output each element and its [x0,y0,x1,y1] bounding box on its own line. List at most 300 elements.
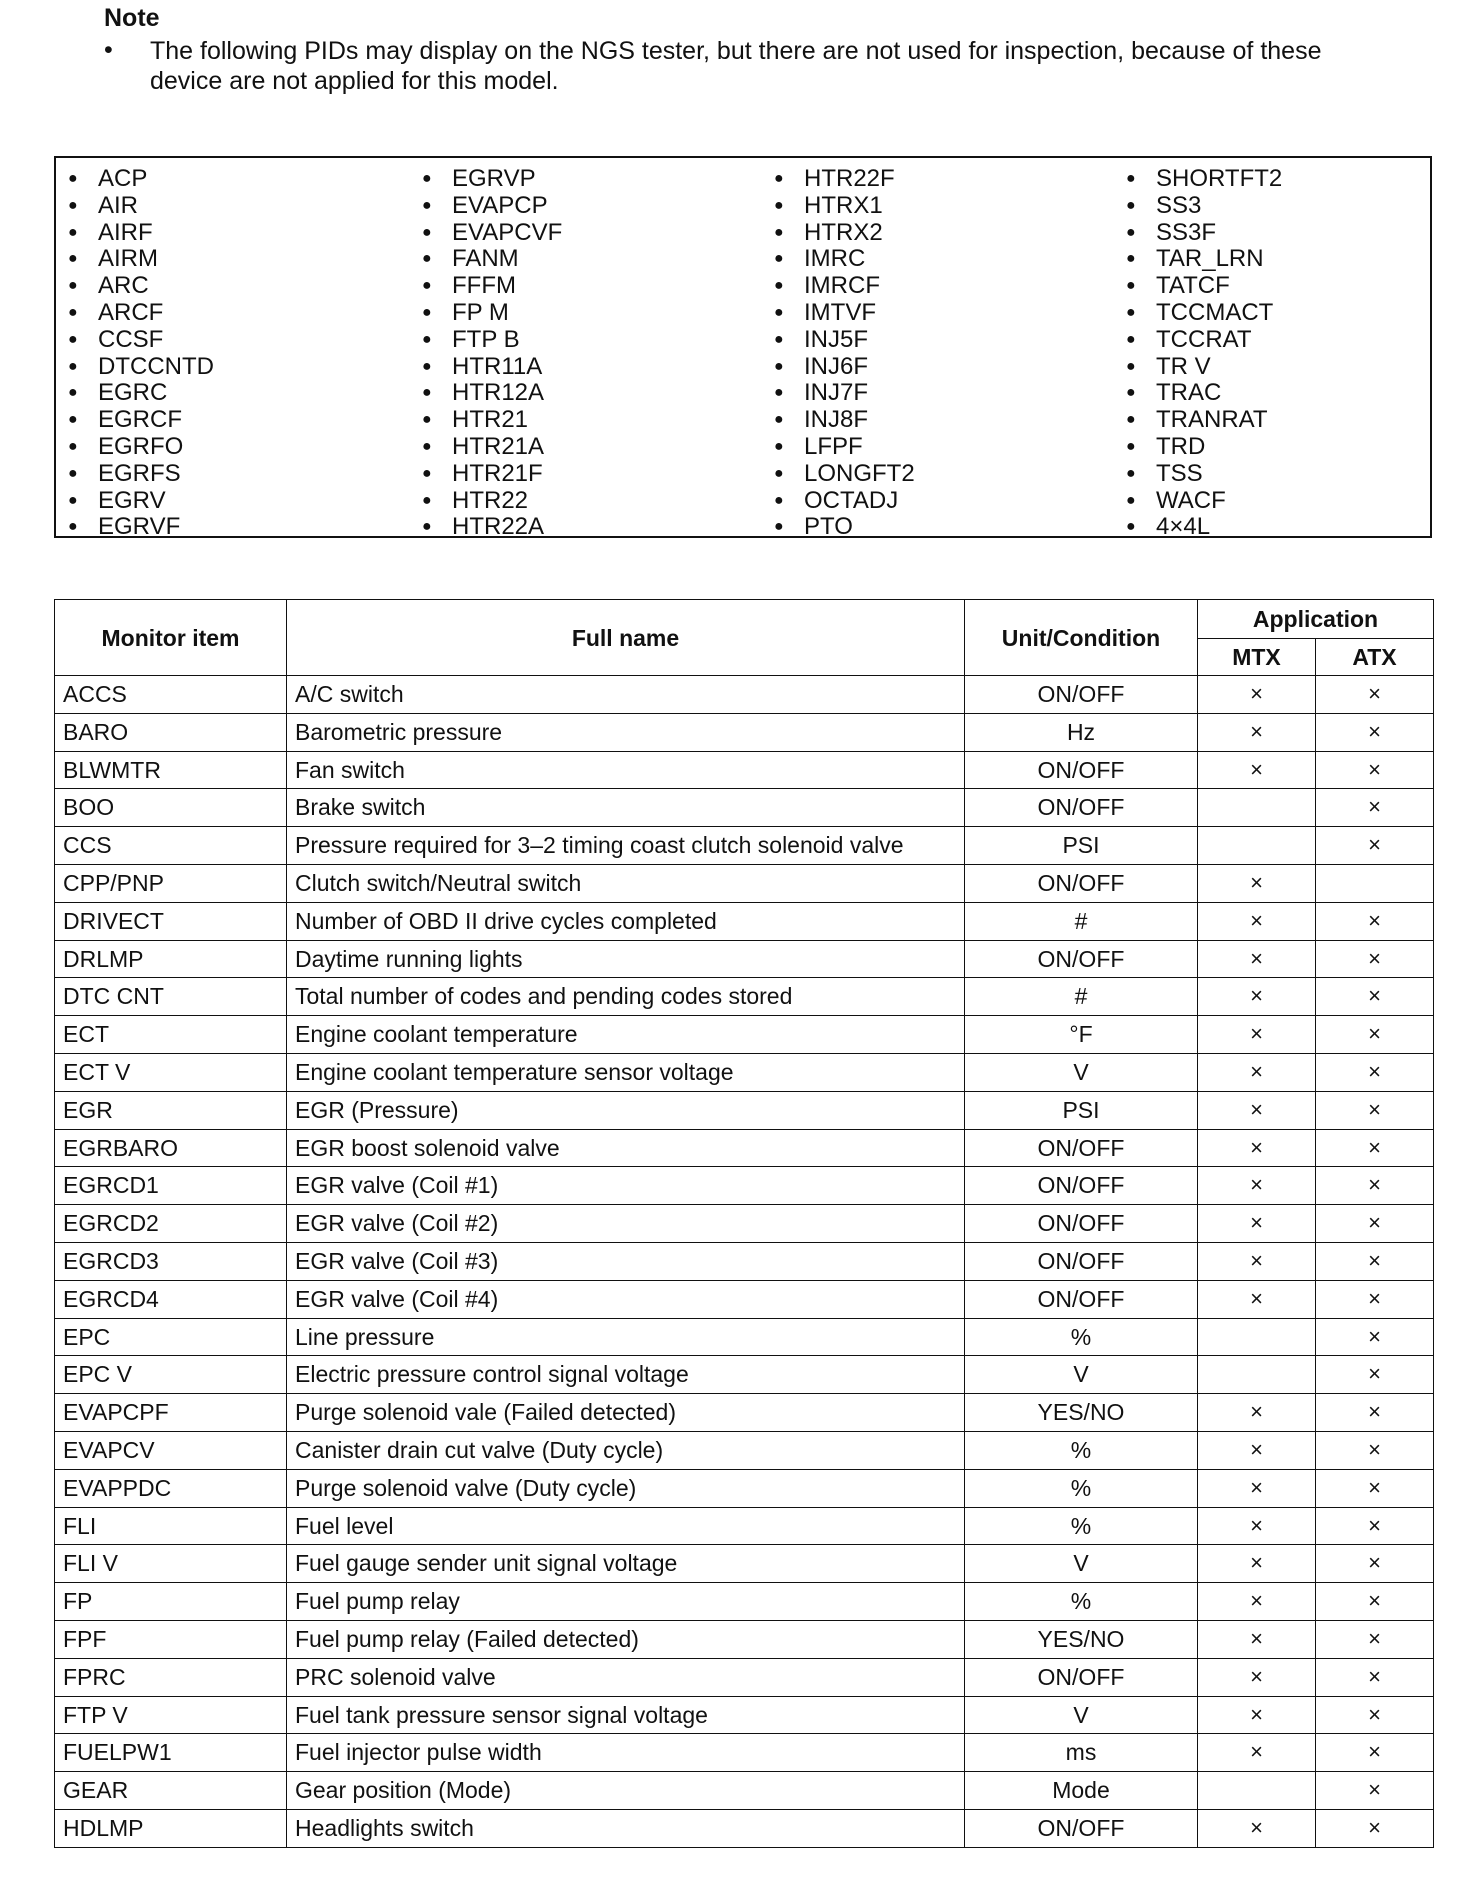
cell-unit-condition: % [965,1431,1198,1469]
pid-item [1126,488,1282,515]
cell-mtx: × [1198,1016,1316,1054]
cell-mtx [1198,1356,1316,1394]
bullet-icon: ● [68,491,78,509]
cell-full-name: PRC solenoid valve [287,1658,965,1696]
pid-item [422,193,562,220]
cell-monitor-item: HDLMP [55,1809,287,1847]
cell-monitor-item: FLI V [55,1545,287,1583]
bullet-icon: ● [774,464,784,482]
pid-item [422,273,562,300]
cell-full-name: Canister drain cut valve (Duty cycle) [287,1431,965,1469]
pid-label: EGRVF [98,513,181,541]
cell-unit-condition: ON/OFF [965,751,1198,789]
bullet-icon: ● [422,384,432,402]
table-row [55,1016,1434,1054]
pid-label: INJ7F [804,379,869,407]
pid-item [1126,193,1282,220]
cell-monitor-item: EVAPCV [55,1431,287,1469]
pid-item [774,327,915,354]
cell-unit-condition: % [965,1507,1198,1545]
pid-item [68,220,214,247]
cell-mtx: × [1198,1507,1316,1545]
pid-label: ACP [98,165,148,192]
pid-item [68,327,214,354]
pid-label: FANM [452,245,519,273]
cell-unit-condition: % [965,1318,1198,1356]
cell-atx: × [1316,1091,1434,1129]
pid-label: HTR22 [452,486,529,514]
cell-atx: × [1316,1583,1434,1621]
cell-mtx: × [1198,1129,1316,1167]
bullet-icon: ● [68,330,78,348]
cell-atx: × [1316,1545,1434,1583]
cell-atx: × [1316,1696,1434,1734]
bullet-icon: ● [1126,303,1136,321]
pid-item [774,407,915,434]
table-row [55,1280,1434,1318]
cell-monitor-item: EGRCD3 [55,1242,287,1280]
bullet-icon: ● [422,491,432,509]
cell-monitor-item: GEAR [55,1772,287,1810]
table-row [55,1809,1434,1847]
cell-atx: × [1316,789,1434,827]
cell-unit-condition: PSI [965,827,1198,865]
cell-monitor-item: ACCS [55,676,287,714]
pid-label: INJ6F [804,352,869,380]
cell-atx: × [1316,1242,1434,1280]
pid-label: TR V [1156,352,1211,380]
bullet-icon: ● [774,196,784,214]
cell-atx: × [1316,713,1434,751]
pid-label: EVAPCVF [452,218,563,246]
cell-mtx: × [1198,1545,1316,1583]
table-row [55,1053,1434,1091]
pid-item [68,461,214,488]
table-row [55,1545,1434,1583]
cell-full-name: Daytime running lights [287,940,965,978]
pid-label: PTO [804,513,853,541]
bullet-icon: ● [774,223,784,241]
cell-mtx: × [1198,864,1316,902]
cell-full-name: Fuel injector pulse width [287,1734,965,1772]
pid-label: EVAPCP [452,191,548,219]
bullet-icon: ● [1126,196,1136,214]
pid-item [1126,220,1282,247]
pid-label: SS3F [1156,218,1217,246]
cell-full-name: Fuel pump relay (Failed detected) [287,1620,965,1658]
pid-item [774,354,915,381]
table-row [55,1129,1434,1167]
header-application: Application [1198,600,1434,639]
pid-label: SHORTFT2 [1156,165,1283,192]
header-monitor-item: Monitor item [55,600,287,676]
cell-full-name: Barometric pressure [287,713,965,751]
cell-unit-condition: V [965,1053,1198,1091]
pid-column-1 [68,166,214,541]
table-row [55,1772,1434,1810]
cell-unit-condition: # [965,902,1198,940]
cell-mtx: × [1198,1620,1316,1658]
pid-label: INJ5F [804,325,869,353]
pid-item [1126,434,1282,461]
cell-monitor-item: FUELPW1 [55,1734,287,1772]
table-row [55,827,1434,865]
pid-column-2 [422,166,562,541]
pid-item [774,300,915,327]
bullet-icon: ● [68,384,78,402]
cell-unit-condition: ON/OFF [965,864,1198,902]
cell-atx: × [1316,751,1434,789]
cell-full-name: Purge solenoid valve (Duty cycle) [287,1469,965,1507]
table-row [55,1658,1434,1696]
cell-unit-condition: ON/OFF [965,1129,1198,1167]
pid-label: AIRF [98,218,153,246]
cell-monitor-item: ECT [55,1016,287,1054]
cell-monitor-item: BOO [55,789,287,827]
bullet-icon: ● [1126,384,1136,402]
bullet-icon: ● [1126,223,1136,241]
cell-monitor-item: EGR [55,1091,287,1129]
bullet-icon: ● [1126,250,1136,268]
pid-item [774,246,915,273]
cell-mtx: × [1198,1053,1316,1091]
pid-label: EGRVP [452,165,536,192]
cell-monitor-item: BLWMTR [55,751,287,789]
table-row [55,864,1434,902]
cell-unit-condition: YES/NO [965,1620,1198,1658]
cell-atx: × [1316,940,1434,978]
bullet-icon: ● [1126,437,1136,455]
pid-label: TATCF [1156,272,1230,300]
bullet-icon: ● [68,464,78,482]
table-row [55,978,1434,1016]
table-row [55,1469,1434,1507]
cell-unit-condition: ON/OFF [965,1242,1198,1280]
cell-unit-condition: ON/OFF [965,1280,1198,1318]
cell-atx [1316,864,1434,902]
cell-atx: × [1316,1318,1434,1356]
pid-item [422,246,562,273]
monitor-item-table [54,599,1434,1848]
table-row [55,676,1434,714]
cell-mtx: × [1198,1242,1316,1280]
bullet-icon: ● [422,196,432,214]
pid-label: TSS [1156,459,1203,487]
pid-label: HTR21F [452,459,543,487]
cell-mtx [1198,1318,1316,1356]
bullet-icon: ● [68,196,78,214]
cell-full-name: Engine coolant temperature sensor voltage [287,1053,965,1091]
pid-label: HTR21A [452,432,545,460]
pid-item [68,407,214,434]
header-atx: ATX [1316,639,1434,676]
cell-atx: × [1316,1394,1434,1432]
note-bullet: • [104,36,113,64]
cell-monitor-item: DRIVECT [55,902,287,940]
cell-mtx [1198,827,1316,865]
cell-unit-condition: V [965,1356,1198,1394]
pid-label: TAR_LRN [1156,245,1264,273]
bullet-icon: ● [774,330,784,348]
table-row [55,902,1434,940]
cell-mtx: × [1198,676,1316,714]
bullet-icon: ● [422,357,432,375]
cell-full-name: EGR boost solenoid valve [287,1129,965,1167]
table-row [55,1205,1434,1243]
cell-atx: × [1316,1734,1434,1772]
table-body [55,676,1434,1848]
cell-full-name: A/C switch [287,676,965,714]
pid-item [68,273,214,300]
cell-full-name: Fuel tank pressure sensor signal voltage [287,1696,965,1734]
cell-full-name: Electric pressure control signal voltage [287,1356,965,1394]
cell-atx: × [1316,1053,1434,1091]
cell-atx: × [1316,1356,1434,1394]
cell-mtx: × [1198,713,1316,751]
cell-full-name: EGR (Pressure) [287,1091,965,1129]
cell-atx: × [1316,1620,1434,1658]
pid-item [1126,514,1282,541]
cell-full-name: Engine coolant temperature [287,1016,965,1054]
cell-full-name: Fuel level [287,1507,965,1545]
cell-unit-condition: ON/OFF [965,1167,1198,1205]
cell-unit-condition: °F [965,1016,1198,1054]
table-row [55,1242,1434,1280]
pid-label: HTRX2 [804,218,883,246]
pid-label: HTR22F [804,165,895,192]
bullet-icon: ● [1126,357,1136,375]
cell-atx: × [1316,1129,1434,1167]
pid-label: 4×4L [1156,513,1211,541]
cell-monitor-item: EVAPCPF [55,1394,287,1432]
cell-mtx: × [1198,1091,1316,1129]
pid-item [774,166,915,193]
bullet-icon: ● [68,303,78,321]
pid-item [68,300,214,327]
bullet-icon: ● [68,357,78,375]
bullet-icon: ● [774,411,784,429]
table-row [55,789,1434,827]
cell-full-name: EGR valve (Coil #4) [287,1280,965,1318]
cell-full-name: EGR valve (Coil #3) [287,1242,965,1280]
bullet-icon: ● [1126,277,1136,295]
pid-item [774,514,915,541]
cell-mtx: × [1198,1205,1316,1243]
cell-atx: × [1316,1167,1434,1205]
pid-label: HTR21 [452,406,529,434]
pid-item [422,166,562,193]
bullet-icon: ● [68,277,78,295]
table-row [55,1507,1434,1545]
cell-monitor-item: EPC [55,1318,287,1356]
pid-item [1126,407,1282,434]
cell-unit-condition: ON/OFF [965,1205,1198,1243]
table-row [55,1356,1434,1394]
cell-mtx [1198,789,1316,827]
cell-full-name: Gear position (Mode) [287,1772,965,1810]
bullet-icon: ● [774,170,784,187]
pid-item [774,380,915,407]
pid-label: EGRFO [98,432,184,460]
cell-mtx: × [1198,1280,1316,1318]
table-row [55,1318,1434,1356]
bullet-icon: ● [68,170,78,187]
cell-full-name: Headlights switch [287,1809,965,1847]
pid-label: EGRC [98,379,168,407]
cell-monitor-item: FLI [55,1507,287,1545]
cell-mtx: × [1198,902,1316,940]
header-full-name: Full name [287,600,965,676]
pid-item [68,193,214,220]
bullet-icon: ● [774,303,784,321]
table-row [55,1583,1434,1621]
cell-mtx: × [1198,1394,1316,1432]
cell-atx: × [1316,1016,1434,1054]
pid-item [422,461,562,488]
cell-atx: × [1316,1809,1434,1847]
pid-label: AIRM [98,245,158,273]
cell-monitor-item: FPF [55,1620,287,1658]
pid-label: AIR [98,191,139,219]
cell-monitor-item: EVAPPDC [55,1469,287,1507]
pid-item [422,488,562,515]
pid-item [1126,300,1282,327]
cell-full-name: Line pressure [287,1318,965,1356]
pid-item [1126,380,1282,407]
pid-label: TRAC [1156,379,1222,407]
cell-full-name: Fuel pump relay [287,1583,965,1621]
bullet-icon: ● [774,277,784,295]
pid-item [68,166,214,193]
table-row [55,1734,1434,1772]
cell-atx: × [1316,1507,1434,1545]
pid-label: IMRCF [804,272,880,300]
cell-mtx: × [1198,751,1316,789]
cell-monitor-item: EGRBARO [55,1129,287,1167]
cell-monitor-item: DRLMP [55,940,287,978]
pid-label: TRANRAT [1156,406,1268,434]
cell-unit-condition: % [965,1583,1198,1621]
bullet-icon: ● [422,411,432,429]
cell-full-name: EGR valve (Coil #2) [287,1205,965,1243]
pid-label: OCTADJ [804,486,899,514]
pid-item [774,488,915,515]
pid-label: HTR11A [452,352,543,380]
pid-label: TCCRAT [1156,325,1252,353]
cell-full-name: Brake switch [287,789,965,827]
cell-monitor-item: BARO [55,713,287,751]
pid-label: WACF [1156,486,1226,514]
pid-label: EGRV [98,486,166,514]
cell-monitor-item: CCS [55,827,287,865]
table-row [55,1394,1434,1432]
pid-label: TCCMACT [1156,298,1274,326]
header-mtx: MTX [1198,639,1316,676]
cell-unit-condition: ON/OFF [965,676,1198,714]
cell-monitor-item: CPP/PNP [55,864,287,902]
pid-item [68,434,214,461]
pid-label: HTR12A [452,379,545,407]
pid-item [68,488,214,515]
pid-item [422,300,562,327]
cell-unit-condition: # [965,978,1198,1016]
cell-monitor-item: DTC CNT [55,978,287,1016]
bullet-icon: ● [1126,518,1136,536]
pid-label: TRD [1156,432,1206,460]
cell-atx: × [1316,827,1434,865]
pid-item [1126,327,1282,354]
cell-unit-condition: V [965,1545,1198,1583]
cell-atx: × [1316,902,1434,940]
pid-item [422,434,562,461]
pid-label: LFPF [804,432,863,460]
cell-full-name: Fan switch [287,751,965,789]
pid-label: DTCCNTD [98,352,214,380]
pid-label: FFFM [452,272,516,300]
cell-atx: × [1316,1431,1434,1469]
cell-unit-condition: ms [965,1734,1198,1772]
bullet-icon: ● [422,437,432,455]
cell-full-name: Fuel gauge sender unit signal voltage [287,1545,965,1583]
bullet-icon: ● [422,303,432,321]
bullet-icon: ● [1126,411,1136,429]
pid-label: LONGFT2 [804,459,915,487]
cell-atx: × [1316,1280,1434,1318]
table-row [55,940,1434,978]
table-row [55,1431,1434,1469]
cell-mtx: × [1198,940,1316,978]
pid-item [422,354,562,381]
bullet-icon: ● [774,518,784,536]
cell-mtx: × [1198,1696,1316,1734]
bullet-icon: ● [1126,491,1136,509]
bullet-icon: ● [422,464,432,482]
pid-item [422,220,562,247]
bullet-icon: ● [774,384,784,402]
cell-unit-condition: ON/OFF [965,1658,1198,1696]
bullet-icon: ● [422,170,432,187]
bullet-icon: ● [68,518,78,536]
cell-monitor-item: EGRCD4 [55,1280,287,1318]
cell-mtx: × [1198,1469,1316,1507]
pid-label: EGRFS [98,459,181,487]
bullet-icon: ● [422,223,432,241]
cell-mtx: × [1198,1583,1316,1621]
cell-mtx: × [1198,1734,1316,1772]
cell-atx: × [1316,676,1434,714]
pid-label: HTRX1 [804,191,883,219]
table-row [55,751,1434,789]
cell-mtx: × [1198,1809,1316,1847]
pid-item [774,220,915,247]
cell-full-name: Total number of codes and pending codes stored [287,978,965,1016]
pid-label: FP M [452,298,509,326]
bullet-icon: ● [422,518,432,536]
cell-monitor-item: EGRCD2 [55,1205,287,1243]
cell-monitor-item: EPC V [55,1356,287,1394]
pid-label: ARCF [98,298,164,326]
cell-full-name: EGR valve (Coil #1) [287,1167,965,1205]
cell-monitor-item: FPRC [55,1658,287,1696]
cell-atx: × [1316,978,1434,1016]
cell-full-name: Purge solenoid vale (Failed detected) [287,1394,965,1432]
pid-item [422,327,562,354]
cell-atx: × [1316,1772,1434,1810]
bullet-icon: ● [1126,170,1136,187]
pid-item [68,246,214,273]
bullet-icon: ● [422,277,432,295]
cell-full-name: Number of OBD II drive cycles completed [287,902,965,940]
